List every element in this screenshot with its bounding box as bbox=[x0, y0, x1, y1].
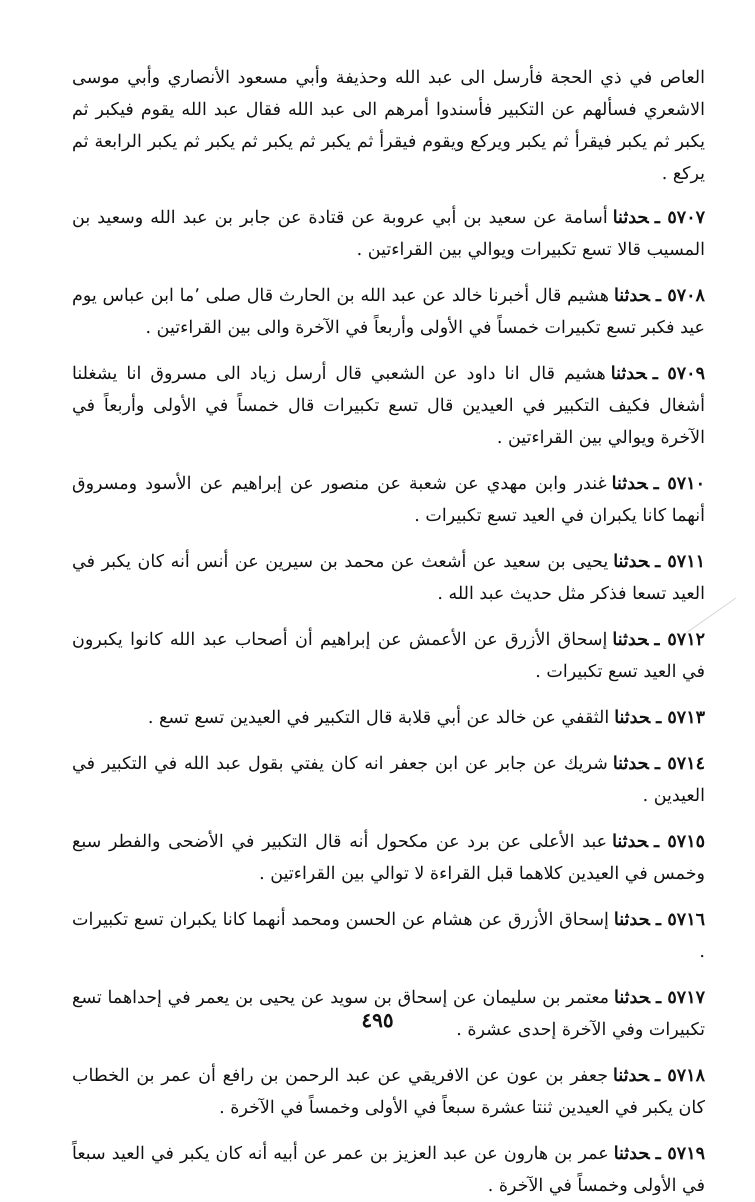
hadith-number: ٥٧١٣ ـ bbox=[656, 708, 705, 728]
hadith-number: ٥٧٠٩ ـ bbox=[652, 364, 705, 384]
hadith-text: أسامة عن سعيد بن أبي عروبة عن قتادة عن جابر بن عبد الله وسعيد بن المسيب قالا تسع تكبيرات ويوالي بين القراءتين . bbox=[72, 208, 705, 260]
hadith-entry bbox=[72, 746, 705, 812]
hadith-text: إسحاق الأزرق عن هشام عن الحسن ومحمد أنهما كانا يكبران تسع تكبيرات . bbox=[72, 910, 705, 962]
hadith-text: معتمر بن سليمان عن إسحاق بن سويد عن يحيى بن يعمر في إحداهما تسع تكبيرات وفي الآخرة إحدى عشرة . bbox=[72, 988, 705, 1040]
hadith-text: هشيم قال أخبرنا خالد عن عبد الله بن الحارث قال صلى ٬ما ابن عباس يوم عيد فكبر تسع تكبيرات خمساً في الأولى وأربعاً في الآخرة والى بين القراءتين . bbox=[72, 286, 705, 338]
hadith-text: الثقفي عن خالد عن أبي قلابة قال التكبير في العيدين تسع تسع . bbox=[147, 708, 610, 728]
hadith-number: ٥٧١٥ ـ bbox=[654, 832, 705, 852]
hadith-keyword: حدثنا bbox=[612, 754, 649, 774]
hadith-keyword: حدثنا bbox=[610, 364, 647, 384]
hadith-keyword: حدثنا bbox=[614, 708, 651, 728]
hadith-entry bbox=[72, 1058, 705, 1124]
hadith-keyword: حدثنا bbox=[613, 286, 650, 306]
hadith-entry bbox=[72, 622, 705, 688]
hadith-text: غندر وابن مهدي عن شعبة عن منصور عن إبراهيم عن الأسود ومسروق أنهما كانا يكبران في العيد تسع تكبيرات . bbox=[72, 474, 705, 526]
hadith-number: ٥٧٠٧ ـ bbox=[654, 208, 705, 228]
hadith-entry bbox=[72, 466, 705, 532]
hadith-keyword: حدثنا bbox=[612, 208, 649, 228]
hadith-entry bbox=[72, 278, 705, 344]
hadith-entry bbox=[72, 200, 705, 266]
hadith-entry bbox=[72, 902, 705, 968]
intro-paragraph: العاص في ذي الحجة فأرسل الى عبد الله وحذيفة وأبي مسعود الأنصاري وأبي موسى الاشعري فسألهم عن التكبير فأسندوا أمرهم الى عبد الله فقال عبد الله يقوم فيكبر ثم يكبر ثم يكبر فيقرأ ثم يكبر ويركع ويقوم فيقرأ ثم يكبر ثم يكبر ثم يكبر ثم يكبر الرابعة ثم يركع . bbox=[72, 68, 705, 184]
hadith-text: إسحاق الأزرق عن الأعمش عن إبراهيم أن أصحاب عبد الله كانوا يكبرون في العيد تسع تكبيرات . bbox=[72, 630, 705, 682]
hadith-number: ٥٧٠٨ ـ bbox=[655, 286, 705, 306]
hadith-text: عبد الأعلى عن برد عن مكحول أنه قال التكبير في الأضحى والفطر سبع وخمس في العيدين كلاهما قبل القراءة لا توالي بين القراءتين . bbox=[72, 832, 705, 884]
hadith-keyword: حدثنا bbox=[613, 1066, 650, 1086]
hadith-text: عمر بن هارون عن عبد العزيز بن عمر عن أبيه أنه كان يكبر في العيد سبعاً في الأولى وخمساً في الآخرة . bbox=[72, 1144, 705, 1196]
hadith-number: ٥٧١٤ ـ bbox=[654, 754, 705, 774]
hadith-list bbox=[72, 200, 705, 1202]
hadith-keyword: حدثنا bbox=[614, 988, 651, 1008]
hadith-keyword: حدثنا bbox=[612, 832, 649, 852]
hadith-text: يحيى بن سعيد عن أشعث عن محمد بن سيرين عن أنس أنه كان يكبر في العيد تسعا فذكر مثل حديث عبد الله . bbox=[72, 552, 705, 604]
hadith-entry bbox=[72, 700, 705, 734]
hadith-entry bbox=[72, 356, 705, 454]
hadith-text: جعفر بن عون عن الافريقي عن عبد الرحمن بن رافع أن عمر بن الخطاب كان يكبر في العيدين ثنتا عشرة سبعاً في الأولى وخمساً في الآخرة . bbox=[72, 1066, 705, 1118]
hadith-keyword: حدثنا bbox=[611, 474, 648, 494]
hadith-text: هشيم قال انا داود عن الشعبي قال أرسل زياد الى مسروق انا يشغلنا أشغال فكيف التكبير في العيدين قال تسع تكبيرات قال خمساً في الأولى وأربعاً في الآخرة ويوالي بين القراءتين . bbox=[72, 364, 705, 448]
hadith-number: ٥٧١٦ ـ bbox=[655, 910, 705, 930]
hadith-number: ٥٧١٩ ـ bbox=[655, 1144, 705, 1164]
hadith-number: ٥٧١٧ ـ bbox=[656, 988, 705, 1008]
hadith-entry bbox=[72, 824, 705, 890]
hadith-keyword: حدثنا bbox=[613, 910, 650, 930]
hadith-number: ٥٧١٢ ـ bbox=[654, 630, 705, 650]
hadith-number: ٥٧١٠ ـ bbox=[653, 474, 705, 494]
hadith-text: شريك عن جابر عن ابن جعفر انه كان يفتي بقول عبد الله في التكبير في العيدين . bbox=[72, 754, 705, 806]
hadith-number: ٥٧١١ ـ bbox=[655, 552, 705, 572]
hadith-entry bbox=[72, 1136, 705, 1202]
page-number: ٤٩٥ bbox=[361, 1008, 394, 1032]
hadith-keyword: حدثنا bbox=[613, 552, 650, 572]
hadith-keyword: حدثنا bbox=[613, 1144, 650, 1164]
hadith-number: ٥٧١٨ ـ bbox=[655, 1066, 705, 1086]
hadith-keyword: حدثنا bbox=[612, 630, 649, 650]
hadith-entry bbox=[72, 544, 705, 610]
